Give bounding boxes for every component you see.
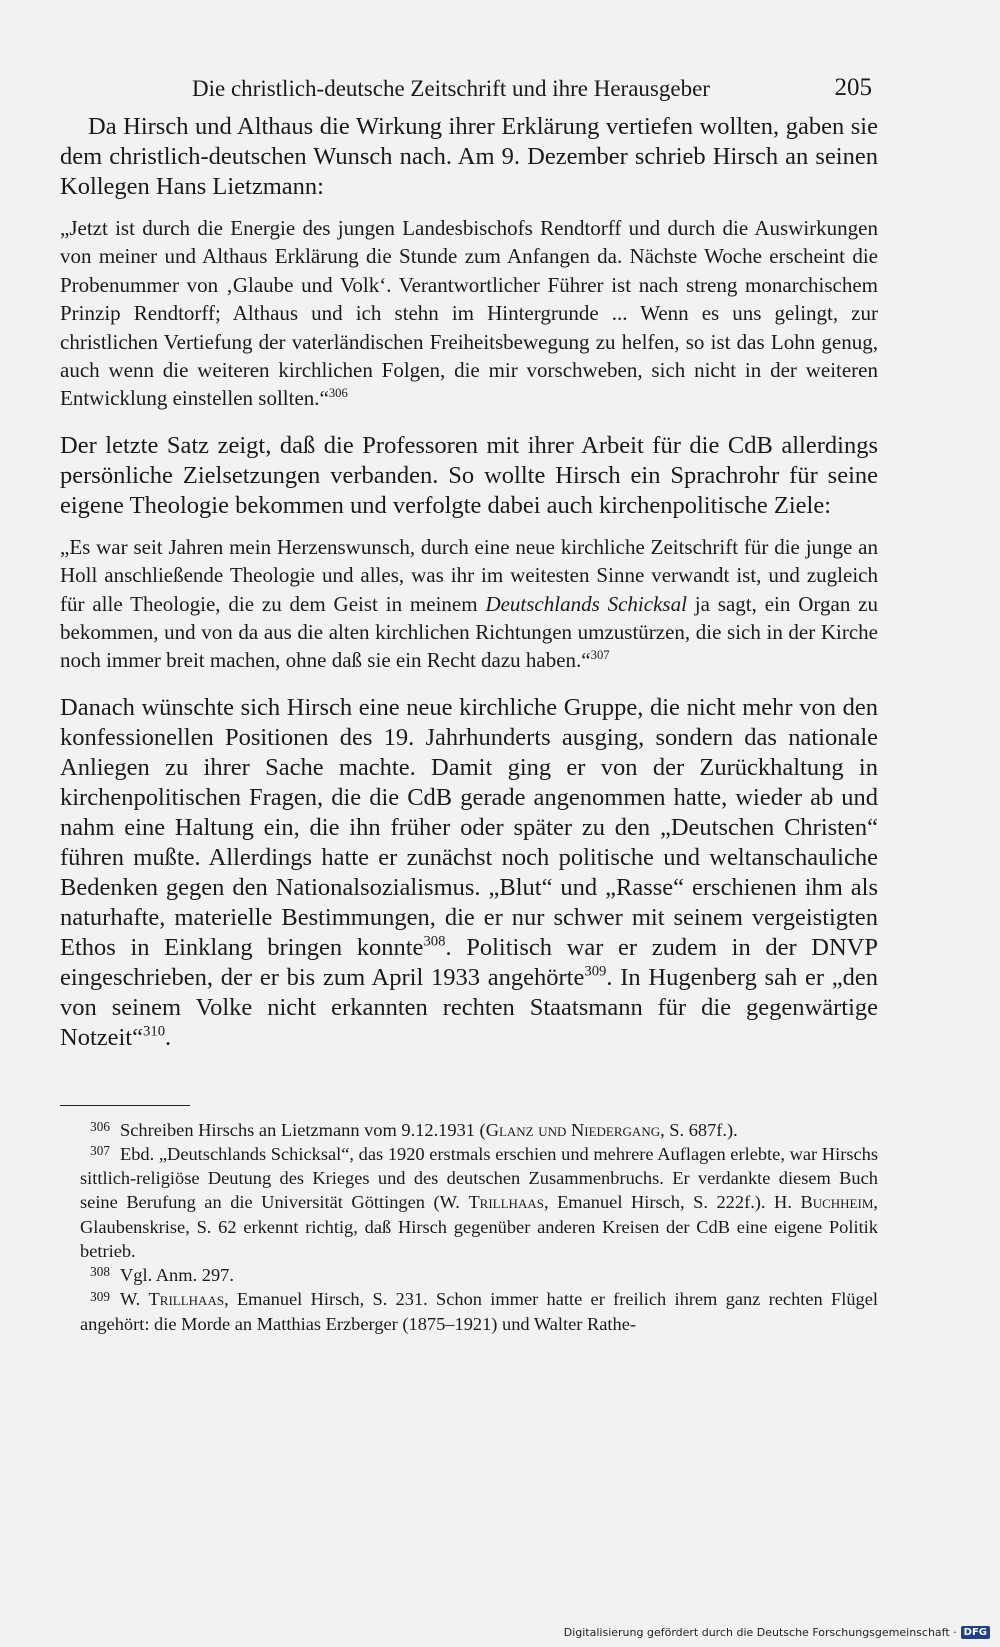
block-quote-2: „Es war seit Jahren mein Herzenswunsch, durch eine neue kirchliche Zeitschrift für die junge an Holl anschließende Theologie und alles, was ihr im weitesten Sinne verwandt ist, und zugleich für alle Theologie, die zu dem Geist in meinem Deutschlands Schicksal ja sagt, ein Organ zu bekommen, und von da aus die alten kirchlichen Richtungen umzustürzen, die sich in der Kirche noch immer breit machen, ohne daß sie ein Recht dazu haben.“$^{307}$: [60, 534, 879, 673]
paragraph-2: Der letzte Satz zeigt, daß die Professoren mit ihrer Arbeit für die CdB allerdings persönliche Zielsetzungen verbanden. So wollte Hirsch ein Sprachrohr für seine eigene Theologie bekommen und verfolgte dabei auch kirchenpolitische Ziele:: [60, 431, 878, 519]
page-number: 205: [834, 74, 872, 101]
footnote-ref-309[interactable]: 309: [584, 963, 607, 980]
digitization-credit: [564, 1626, 990, 1639]
footnote-307: 307 Ebd. „Deutschlands Schicksal“, das 1920 erstmals erschien und mehrere Auflagen erlebte, war Hirschs sittlich-religiöse Deutung des Krieges und des deutschen Zusammenbruchs. Er verdankte diesem Buch seine Berufung an die Universität Göttingen (W. Trillhaas, Emanuel Hirsch, S. 222f.). H. Buchheim, Glaubenskrise, S. 62 erkennt richtig, daß Hirsch gegenüber anderen Kreisen der CdB eine eigene Politik betrieb.: [80, 1143, 878, 1261]
footnote-ref-310[interactable]: 310: [143, 1023, 166, 1040]
footnote-ref-306[interactable]: 306: [328, 386, 348, 401]
footnote-309: 309 W. Trillhaas, Emanuel Hirsch, S. 231. Schon immer hatte er freilich ihrem ganz rechten Flügel angehört: die Morde an Matthias Erzberger (1875–1921) und Walter Rathe-: [80, 1288, 878, 1334]
footnote-308: 308 Vgl. Anm. 297.: [90, 1264, 234, 1286]
paragraph-3: Danach wünschte sich Hirsch eine neue kirchliche Gruppe, die nicht mehr von den konfessionellen Positionen des 19. Jahrhunderts ausging, sondern das nationale Anliegen zu ihrer Sache machte. Damit ging er von der Zurückhaltung in kirchenpolitischen Fragen, die die CdB gerade angenommen hatte, wieder ab und nahm eine Haltung ein, die ihn früher oder später zu den „Deutschen Christen“ führen mußte. Allerdings hatte er zunächst noch politische und weltanschauliche Bedenken gegen den Nationalsozialismus. „Blut“ und „Rasse“ erschienen ihm als naturhafte, materielle Bestimmungen, die er nur schwer mit seinem vergeistigten Ethos in Einklang bringen konnte$^{308}$. Politisch war er zudem in der DNVP eingeschrieben, der er bis zum April 1933 angehörte$^{309}$. In Hugenberg sah er „den von seinem Volke nicht erkannten rechten Staatsmann für die gegenwärtige Notzeit“$^{310}$.: [60, 693, 879, 1051]
book-page: [60, 72, 878, 1336]
dfg-logo: DFG: [961, 1626, 990, 1639]
block-quote-1: „Jetzt ist durch die Energie des jungen Landesbischofs Rendtorff und durch die Auswirkungen von meiner und Althaus Erklärung die Stunde zum Anfangen da. Nächste Woche erscheint die Probenummer von ‚Glaube und Volk‘. Verantwortlicher Führer ist nach streng monarchischem Prinzip Rendtorff; Althaus und ich stehn im Hintergrunde ... Wenn es uns gelingt, zur christlichen Vertiefung der vaterländischen Freiheitsbewegung zu helfen, so ist das Lohn genug, auch wenn die weiteren kirchlichen Folgen, die mir vorschweben, sich nicht in der weiteren Entwicklung einstellen sollten.“$^{306}$: [60, 216, 878, 411]
running-head-title: Die christlich-deutsche Zeitschrift und ihre Herausgeber: [192, 76, 710, 101]
book-title-italic: Deutschlands Schicksal: [485, 591, 687, 616]
running-head: [60, 72, 878, 112]
footnote-divider: [60, 1105, 190, 1106]
paragraph-1: Da Hirsch und Althaus die Wirkung ihrer Erklärung vertiefen wollten, gaben sie dem christlich-deutschen Wunsch nach. Am 9. Dezember schrieb Hirsch an seinen Kollegen Hans Lietzmann:: [60, 113, 878, 200]
footnote-ref-308[interactable]: 308: [423, 933, 446, 950]
footnote-306: 306 Schreiben Hirschs an Lietzmann vom 9.12.1931 (Glanz und Niedergang, S. 687f.).: [90, 1119, 738, 1140]
footnote-ref-307[interactable]: 307: [590, 648, 610, 663]
credit-text: Digitalisierung gefördert durch die Deutsche Forschungsgemeinschaft ·: [563, 1626, 957, 1639]
